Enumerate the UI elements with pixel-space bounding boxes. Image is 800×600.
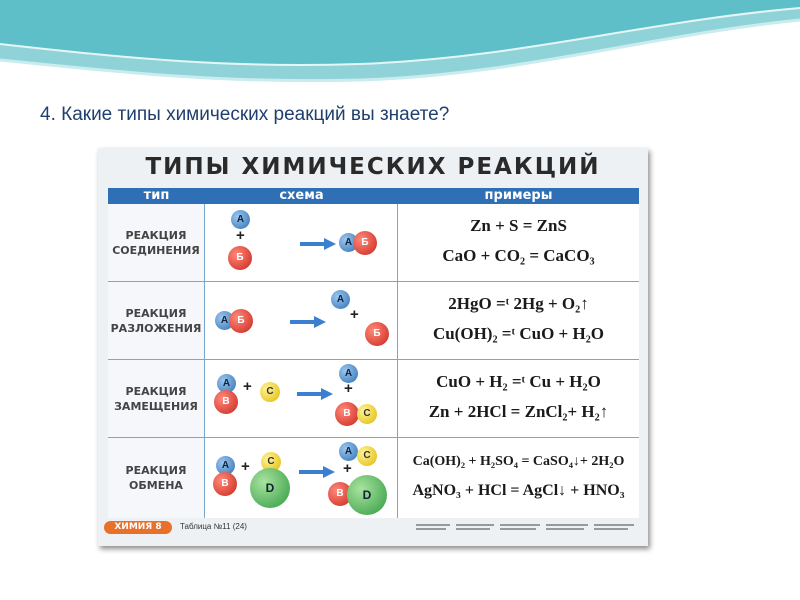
- type-line1: РЕАКЦИЯ: [125, 228, 187, 242]
- equation: Ca(OH)₂ + H₂SO₄ = CaSO₄↓+ 2H₂O: [412, 454, 625, 469]
- atom-a-icon: А: [231, 210, 250, 229]
- atom-a-icon: А: [339, 233, 358, 252]
- equation: 2HgO =ᵗ 2Hg + O₂↑: [448, 294, 589, 313]
- scheme-cell: [205, 204, 398, 281]
- type-line2: СОЕДИНЕНИЯ: [112, 243, 200, 257]
- poster-title: ТИПЫ ХИМИЧЕСКИХ РЕАКЦИЙ: [145, 154, 601, 180]
- atom-c-icon: С: [261, 452, 281, 472]
- atom-b-icon: Б: [365, 322, 389, 346]
- examples-cell: [398, 438, 639, 518]
- plus-icon: +: [350, 306, 359, 323]
- atom-a-icon: А: [339, 364, 358, 383]
- equation: Zn + S = ZnS: [470, 216, 567, 235]
- equation: CuO + H₂ =ᵗ Cu + H₂O: [436, 372, 601, 391]
- atom-b-icon: В: [213, 472, 237, 496]
- header-scheme: схема: [279, 188, 324, 203]
- fine-print-decoration: [416, 522, 636, 534]
- atom-c-icon: С: [357, 446, 377, 466]
- plus-icon: +: [343, 460, 352, 477]
- scheme-cell: [205, 438, 398, 518]
- reaction-type-label: [108, 438, 205, 518]
- table-header: [108, 188, 639, 204]
- table-row-combination: [108, 204, 639, 282]
- slide-title: 4. Какие типы химических реакций вы знаете?: [40, 104, 450, 125]
- header-examples: примеры: [484, 188, 553, 203]
- examples-cell: [398, 360, 639, 437]
- atom-c-icon: С: [357, 404, 377, 424]
- atom-a-icon: А: [217, 374, 236, 393]
- reaction-types-poster: [98, 148, 648, 546]
- table-row-substitution: [108, 360, 639, 438]
- plus-icon: +: [241, 458, 250, 475]
- table-row-decomposition: [108, 282, 639, 360]
- atom-a-icon: А: [331, 290, 350, 309]
- type-line2: РАЗЛОЖЕНИЯ: [110, 321, 202, 335]
- type-line2: ЗАМЕЩЕНИЯ: [114, 399, 198, 413]
- atom-d-icon: D: [347, 475, 387, 515]
- atom-b-icon: В: [328, 482, 352, 506]
- scheme-cell: [205, 282, 398, 359]
- plus-icon: +: [344, 380, 353, 397]
- atom-a-icon: А: [339, 442, 358, 461]
- equation: CaO + CO₂ = CaCO₃: [442, 246, 595, 265]
- header-wave-decoration: [0, 0, 800, 95]
- header-type: тип: [143, 188, 170, 203]
- type-line1: РЕАКЦИЯ: [125, 306, 187, 320]
- atom-b-icon: В: [214, 390, 238, 414]
- type-line1: РЕАКЦИЯ: [125, 464, 187, 477]
- table-number: Таблица №11 (24): [180, 522, 247, 531]
- arrow-right-icon: [290, 316, 326, 328]
- type-line1: РЕАКЦИЯ: [125, 384, 187, 398]
- reaction-type-label: [108, 204, 205, 281]
- atom-d-icon: D: [250, 468, 290, 508]
- arrow-right-icon: [297, 388, 333, 400]
- atom-b-icon: В: [335, 402, 359, 426]
- atom-a-icon: А: [215, 311, 234, 330]
- reaction-table: [108, 204, 639, 518]
- atom-b-icon: Б: [353, 231, 377, 255]
- atom-c-icon: С: [260, 382, 280, 402]
- arrow-right-icon: [299, 466, 335, 478]
- atom-b-icon: Б: [228, 246, 252, 270]
- plus-icon: +: [243, 378, 252, 395]
- type-line2: ОБМЕНА: [129, 479, 183, 492]
- examples-cell: [398, 204, 639, 281]
- equation: Zn + 2HCl = ZnCl₂+ H₂↑: [428, 402, 609, 421]
- arrow-right-icon: [300, 238, 336, 250]
- examples-cell: [398, 282, 639, 359]
- plus-icon: +: [236, 227, 245, 244]
- reaction-type-label: [108, 360, 205, 437]
- equation: AgNO₃ + HCl = AgCl↓ + HNO₃: [412, 482, 625, 499]
- equation: Cu(OH)₂ =ᵗ CuO + H₂O: [432, 324, 605, 343]
- atom-a-icon: А: [216, 456, 235, 475]
- scheme-cell: [205, 360, 398, 437]
- atom-b-icon: Б: [229, 309, 253, 333]
- table-row-exchange: [108, 438, 639, 518]
- reaction-type-label: [108, 282, 205, 359]
- course-tag: ХИМИЯ 8: [104, 521, 172, 534]
